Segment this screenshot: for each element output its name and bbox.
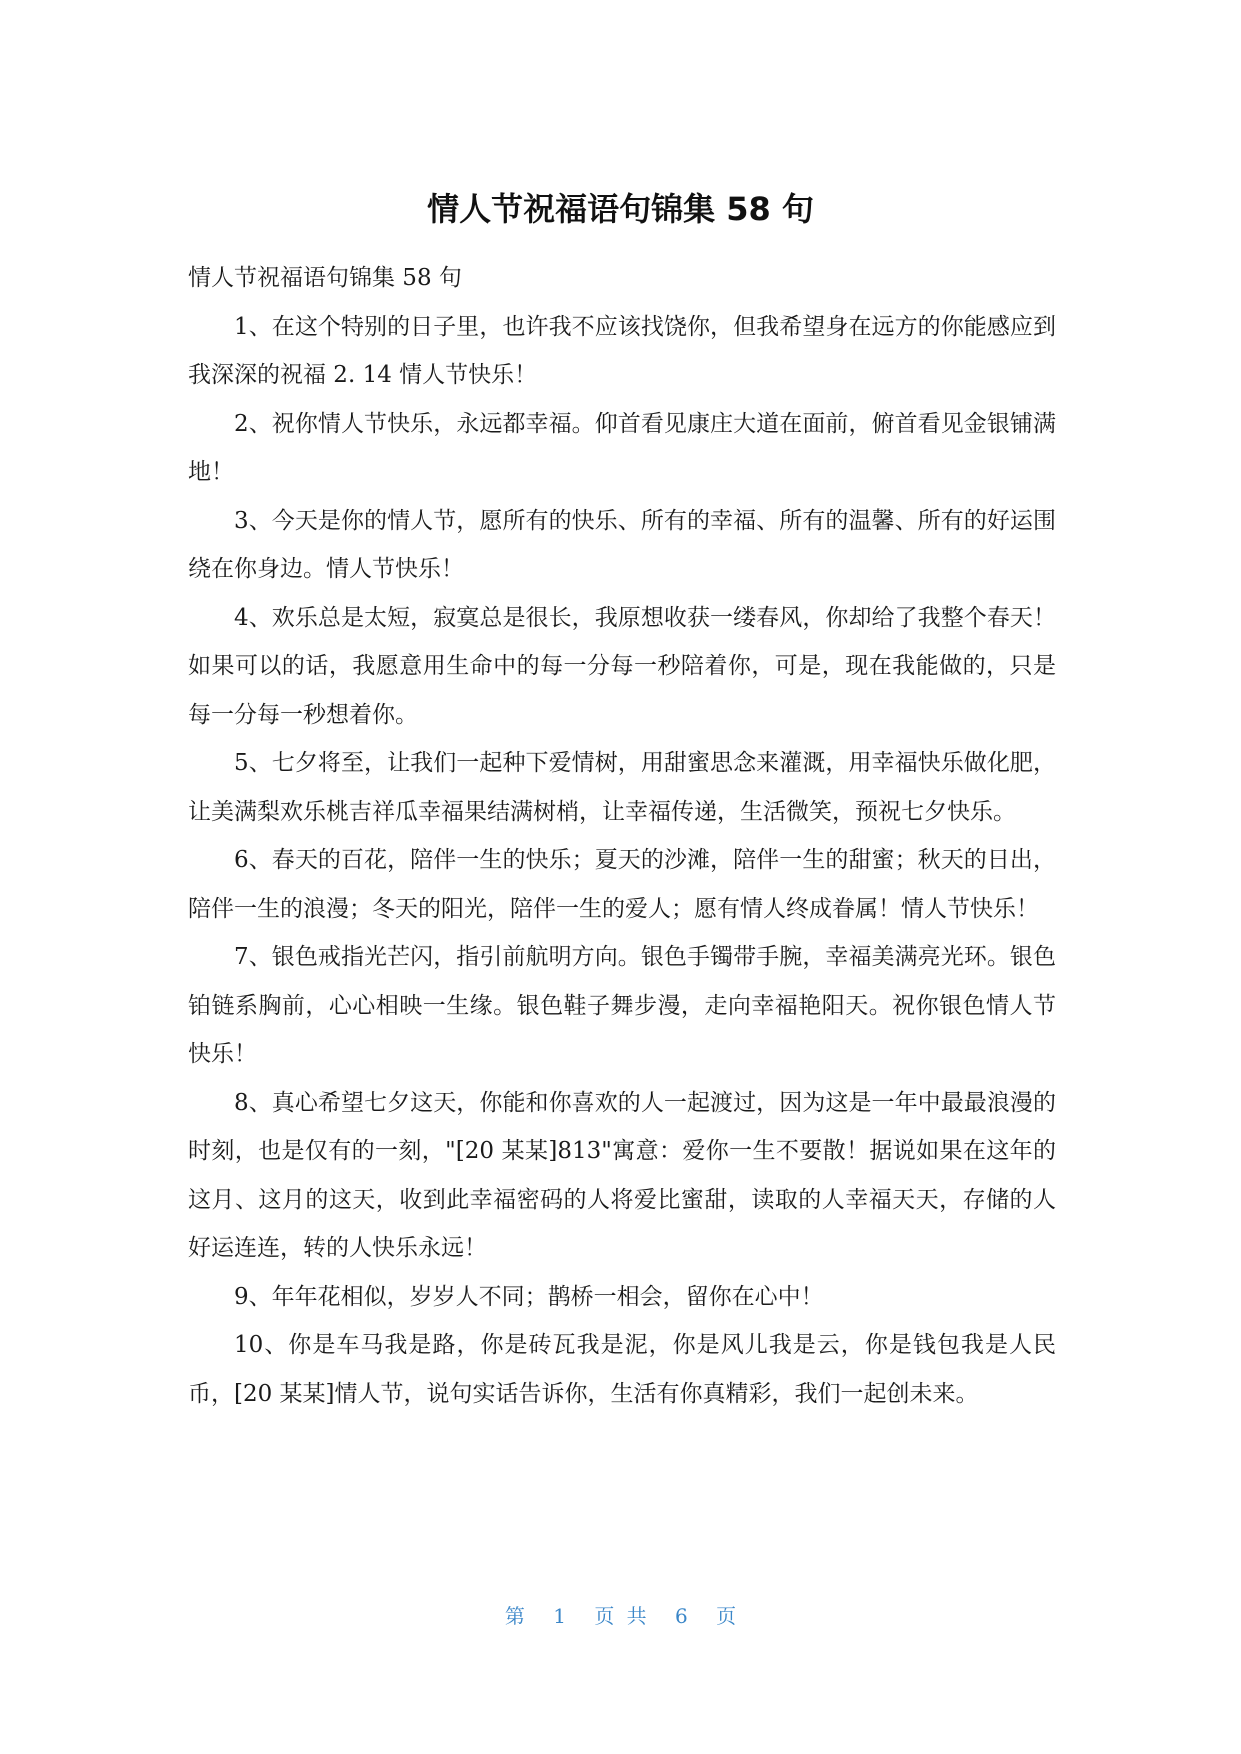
footer-suffix: 页 xyxy=(716,1604,737,1628)
list-item: 8、真心希望七夕这天，你能和你喜欢的人一起渡过，因为这是一年中最最浪漫的时刻，也是仅有的一刻，"[20 某某]813"寓意：爱你一生不要散！据说如果在这年的这月、这月的这天，收到此幸福密码的人将爱比蜜甜，读取的人幸福天天，存储的人好运连连，转的人快乐永远！ xyxy=(188,1089,1056,1261)
list-item: 1、在这个特别的日子里，也许我不应该找饶你，但我希望身在远方的你能感应到我深深的祝福 2. 14 情人节快乐！ xyxy=(188,313,1056,388)
document-body xyxy=(188,254,1056,1418)
list-item: 7、银色戒指光芒闪，指引前航明方向。银色手镯带手腕，幸福美满亮光环。银色铂链系胸前，心心相映一生缘。银色鞋子舞步漫，走向幸福艳阳天。祝你银色情人节快乐！ xyxy=(188,944,1056,1067)
footer-page-number: 1 xyxy=(553,1604,566,1628)
footer-prefix: 第 xyxy=(504,1604,525,1628)
list-item: 3、今天是你的情人节，愿所有的快乐、所有的幸福、所有的温馨、所有的好运围绕在你身边。情人节快乐！ xyxy=(188,507,1056,582)
footer-middle: 页 共 xyxy=(594,1604,647,1628)
list-item: 5、七夕将至，让我们一起种下爱情树，用甜蜜思念来灌溉，用幸福快乐做化肥，让美满梨欢乐桃吉祥瓜幸福果结满树梢，让幸福传递，生活微笑，预祝七夕快乐。 xyxy=(188,750,1056,825)
list-item: 6、春天的百花，陪伴一生的快乐；夏天的沙滩，陪伴一生的甜蜜；秋天的日出，陪伴一生的浪漫；冬天的阳光，陪伴一生的爱人；愿有情人终成眷属！情人节快乐！ xyxy=(188,847,1056,922)
list-item: 10、你是车马我是路，你是砖瓦我是泥，你是风儿我是云，你是钱包我是人民币，[20 某某]情人节，说句实话告诉你，生活有你真精彩，我们一起创未来。 xyxy=(188,1332,1056,1407)
list-item: 9、年年花相似，岁岁人不同；鹊桥一相会，留你在心中！ xyxy=(234,1283,824,1310)
page-footer xyxy=(0,1602,1241,1630)
document-title: 情人节祝福语句锦集 58 句 xyxy=(427,190,814,228)
list-item: 4、欢乐总是太短，寂寞总是很长，我原想收获一缕春风，你却给了我整个春天！如果可以的话，我愿意用生命中的每一分每一秒陪着你，可是，现在我能做的，只是每一分每一秒想着你。 xyxy=(188,604,1056,728)
list-item: 2、祝你情人节快乐，永远都幸福。仰首看见康庄大道在面前，俯首看见金银铺满地！ xyxy=(188,410,1056,485)
document-subtitle: 情人节祝福语句锦集 58 句 xyxy=(188,265,462,291)
footer-total-pages: 6 xyxy=(675,1604,688,1628)
